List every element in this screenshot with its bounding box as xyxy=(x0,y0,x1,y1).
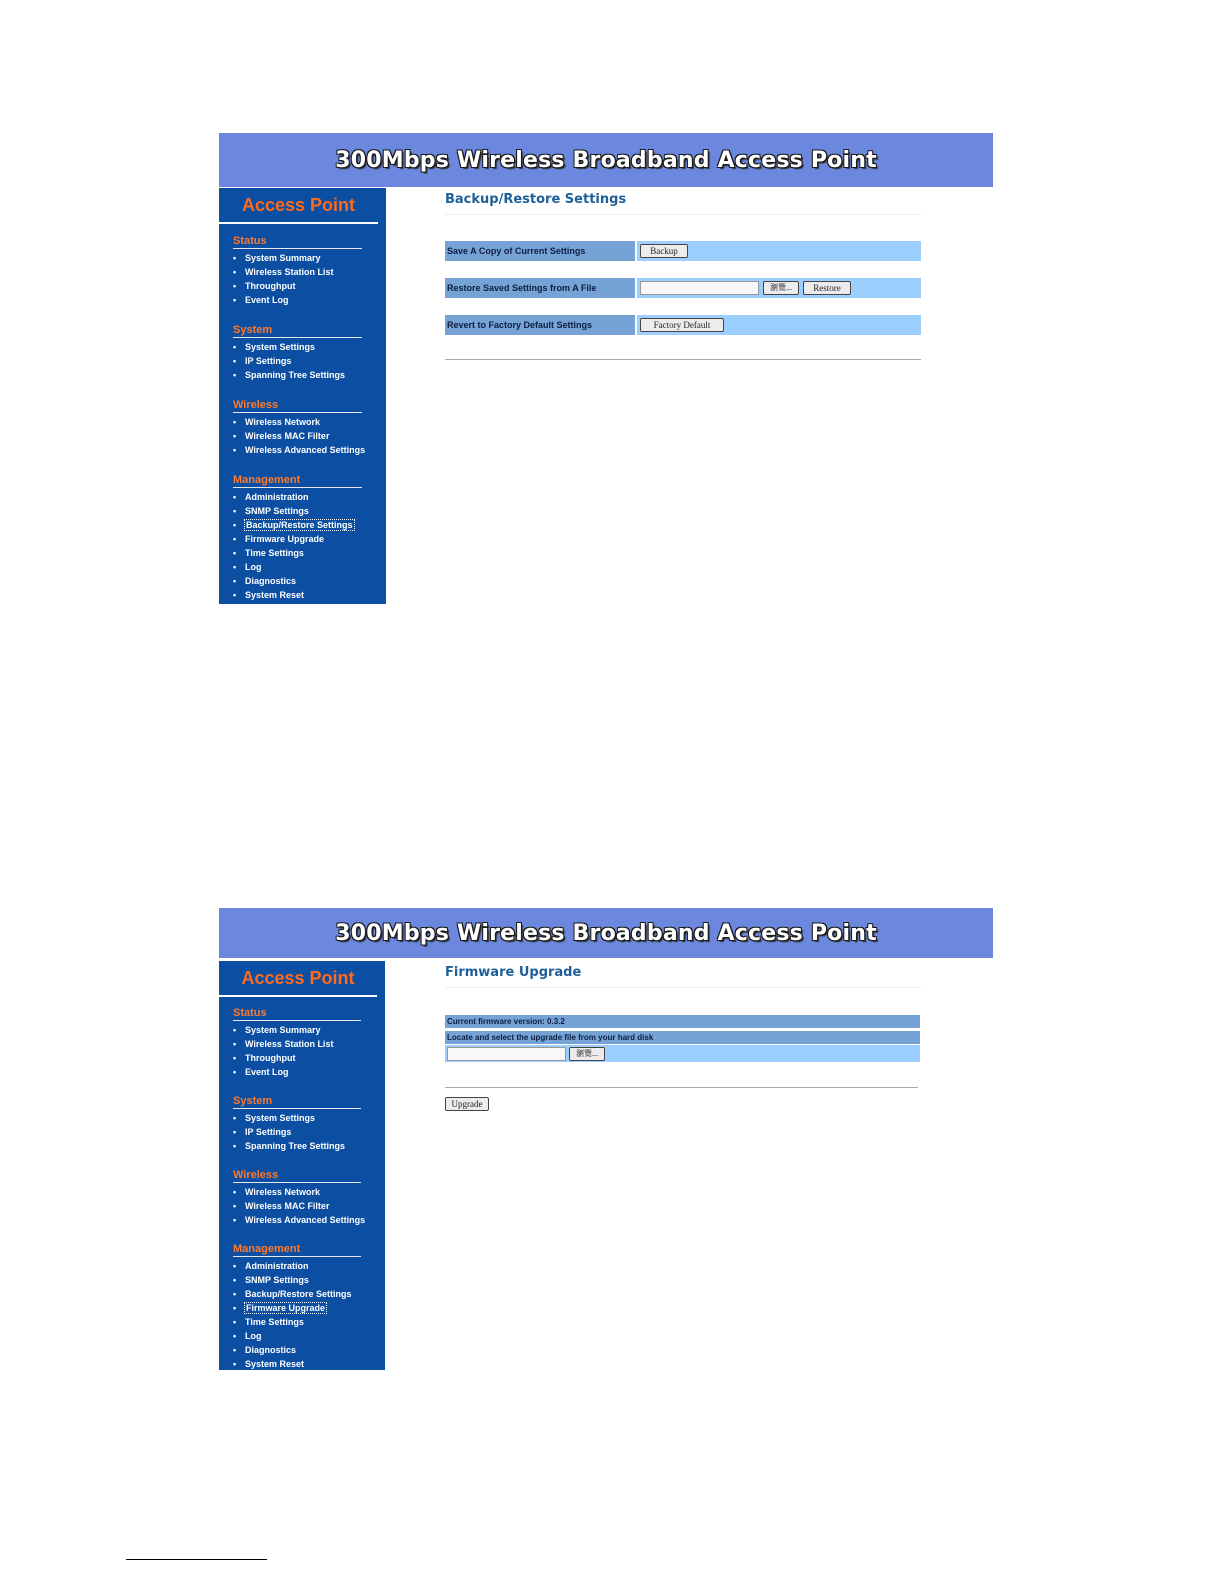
sidebar-section-management xyxy=(233,474,362,602)
sidebar-section-status xyxy=(233,1007,361,1079)
sidebar-item-wireless-mac-filter[interactable]: • Wireless MAC Filter xyxy=(233,1199,361,1213)
sidebar-section-wireless xyxy=(233,399,366,457)
save-settings-row xyxy=(445,241,921,261)
section-title[interactable]: Status xyxy=(233,235,362,249)
sidebar-section-system xyxy=(233,1095,361,1153)
sidebar-item-throughput[interactable]: • Throughput xyxy=(233,279,362,293)
firmware-upgrade-screenshot xyxy=(219,908,993,1372)
restore-file-input[interactable] xyxy=(640,281,759,295)
sidebar-item-system-reset[interactable]: • System Reset xyxy=(233,588,362,602)
sidebar-item-wireless-advanced-settings[interactable]: • Wireless Advanced Settings xyxy=(233,1213,361,1227)
sidebar-item-log[interactable]: • Log xyxy=(233,1329,361,1343)
backup-button[interactable]: Backup xyxy=(640,244,688,258)
row-label: Restore Saved Settings from A File xyxy=(445,278,635,298)
sidebar-item-throughput[interactable]: • Throughput xyxy=(233,1051,361,1065)
banner-title: 300Mbps Wireless Broadband Access Point xyxy=(335,147,877,173)
sidebar-item-administration[interactable]: • Administration xyxy=(233,490,362,504)
restore-button[interactable]: Restore xyxy=(803,281,851,295)
row-label: Save A Copy of Current Settings xyxy=(445,241,635,261)
row-label: Revert to Factory Default Settings xyxy=(445,315,635,335)
sidebar-item-ip-settings[interactable]: • IP Settings xyxy=(233,354,362,368)
sidebar-item-snmp-settings[interactable]: • SNMP Settings xyxy=(233,504,362,518)
sidebar-section-status xyxy=(233,235,362,307)
browse-button[interactable]: 瀏覽... xyxy=(569,1047,605,1061)
sidebar-section-system xyxy=(233,324,362,382)
sidebar-item-system-reset[interactable]: • System Reset xyxy=(233,1357,361,1371)
firmware-file-row xyxy=(445,1045,920,1062)
active-item-label: Firmware Upgrade xyxy=(246,1303,326,1313)
browse-button[interactable]: 瀏覽... xyxy=(763,281,799,295)
factory-default-button[interactable]: Factory Default xyxy=(640,318,724,332)
row-controls xyxy=(637,315,921,335)
active-item-label: Backup/Restore Settings xyxy=(246,520,353,530)
sidebar-item-spanning-tree-settings[interactable]: • Spanning Tree Settings xyxy=(233,368,362,382)
row-controls xyxy=(637,241,921,261)
sidebar-item-time-settings[interactable]: • Time Settings xyxy=(233,546,362,560)
sidebar-header xyxy=(219,188,378,224)
sidebar-item-snmp-settings[interactable]: • SNMP Settings xyxy=(233,1273,361,1287)
divider xyxy=(445,359,921,360)
sidebar-item-log[interactable]: • Log xyxy=(233,560,362,574)
section-title[interactable]: System xyxy=(233,1095,361,1109)
section-title[interactable]: Wireless xyxy=(233,1169,361,1183)
section-title[interactable]: Management xyxy=(233,1243,361,1257)
sidebar-header-title: Access Point xyxy=(241,194,356,215)
main-content xyxy=(445,961,921,1109)
upgrade-button[interactable]: Upgrade xyxy=(445,1097,489,1111)
section-title[interactable]: System xyxy=(233,324,362,338)
sidebar-item-wireless-network[interactable]: • Wireless Network xyxy=(233,1185,361,1199)
sidebar-item-system-settings[interactable]: • System Settings xyxy=(233,1111,361,1125)
row-controls xyxy=(637,278,921,298)
backup-restore-screenshot xyxy=(219,133,993,605)
sidebar xyxy=(219,188,386,604)
factory-default-row xyxy=(445,315,921,335)
banner xyxy=(219,133,993,187)
sidebar-item-wireless-advanced-settings[interactable]: • Wireless Advanced Settings xyxy=(233,443,362,457)
sidebar-item-event-log[interactable]: • Event Log xyxy=(233,1065,361,1079)
footnote-separator xyxy=(126,1559,267,1560)
sidebar-item-firmware-upgrade[interactable] xyxy=(233,1301,361,1315)
section-title[interactable]: Management xyxy=(233,474,362,488)
sidebar-item-administration[interactable]: • Administration xyxy=(233,1259,361,1273)
sidebar-item-wireless-station-list[interactable]: • Wireless Station List xyxy=(233,1037,361,1051)
sidebar-item-diagnostics[interactable]: • Diagnostics xyxy=(233,574,362,588)
sidebar-item-ip-settings[interactable]: • IP Settings xyxy=(233,1125,361,1139)
sidebar-header xyxy=(219,961,377,997)
sidebar-item-wireless-network[interactable]: • Wireless Network xyxy=(233,415,362,429)
page-title: Backup/Restore Settings xyxy=(445,192,921,215)
firmware-file-input[interactable] xyxy=(447,1047,566,1061)
sidebar-item-backup-restore-settings[interactable] xyxy=(233,518,362,532)
sidebar-item-system-summary[interactable]: • System Summary xyxy=(233,1023,361,1037)
main-content xyxy=(445,188,921,330)
locate-file-bar: Locate and select the upgrade file from your hard disk xyxy=(445,1031,920,1044)
sidebar-item-backup-restore-settings[interactable]: • Backup/Restore Settings xyxy=(233,1287,361,1301)
sidebar-section-wireless xyxy=(233,1169,366,1227)
banner-title: 300Mbps Wireless Broadband Access Point xyxy=(335,920,877,946)
sidebar-item-time-settings[interactable]: • Time Settings xyxy=(233,1315,361,1329)
sidebar-header-title: Access Point xyxy=(241,967,355,988)
sidebar xyxy=(219,961,385,1370)
restore-settings-row xyxy=(445,278,921,298)
sidebar-item-wireless-station-list[interactable]: • Wireless Station List xyxy=(233,265,362,279)
sidebar-item-firmware-upgrade[interactable]: • Firmware Upgrade xyxy=(233,532,362,546)
sidebar-item-spanning-tree-settings[interactable]: • Spanning Tree Settings xyxy=(233,1139,361,1153)
divider xyxy=(445,1087,918,1088)
firmware-version-bar: Current firmware version: 0.3.2 xyxy=(445,1015,920,1028)
section-title[interactable]: Wireless xyxy=(233,399,362,413)
sidebar-item-wireless-mac-filter[interactable]: • Wireless MAC Filter xyxy=(233,429,362,443)
banner xyxy=(219,908,993,958)
page-title: Firmware Upgrade xyxy=(445,965,921,988)
sidebar-section-management xyxy=(233,1243,361,1371)
sidebar-item-event-log[interactable]: • Event Log xyxy=(233,293,362,307)
section-title[interactable]: Status xyxy=(233,1007,361,1021)
sidebar-item-system-summary[interactable]: • System Summary xyxy=(233,251,362,265)
sidebar-item-diagnostics[interactable]: • Diagnostics xyxy=(233,1343,361,1357)
sidebar-item-system-settings[interactable]: • System Settings xyxy=(233,340,362,354)
